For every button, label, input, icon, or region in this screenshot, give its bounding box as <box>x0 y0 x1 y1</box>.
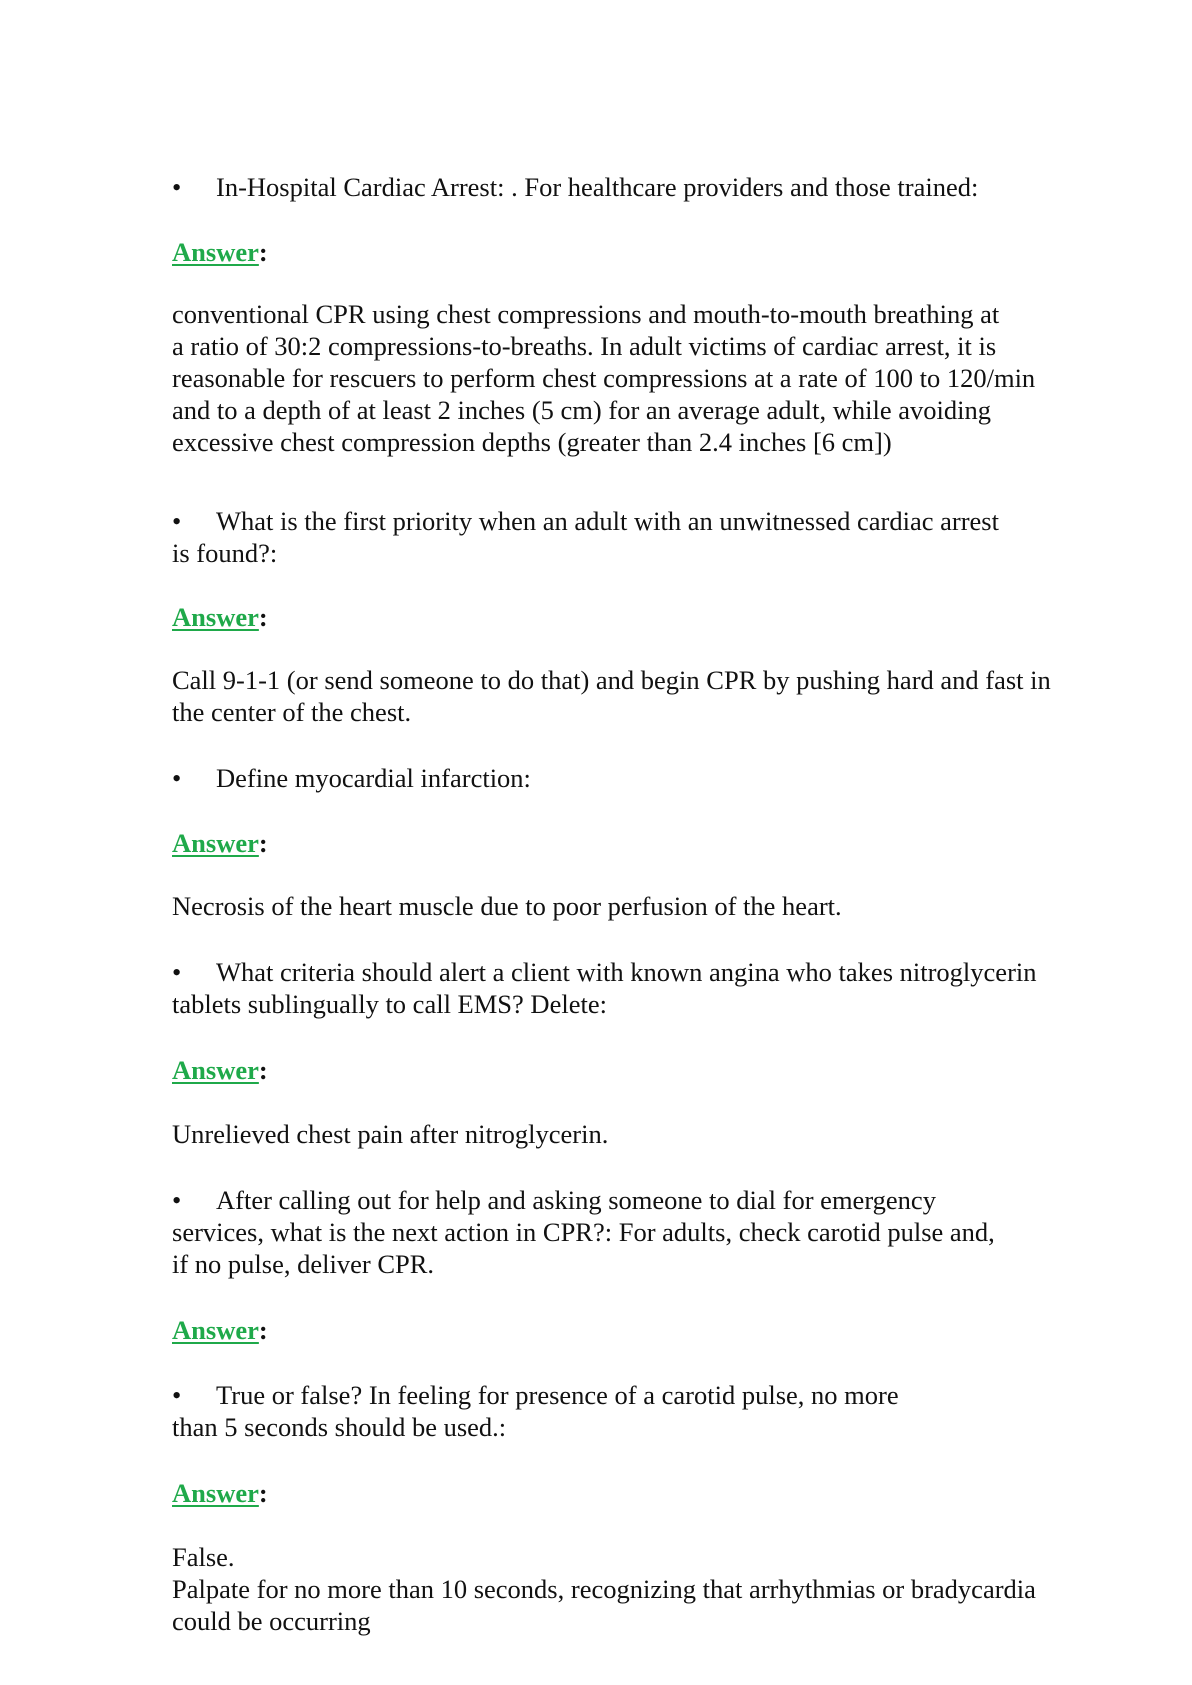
question-line: tablets sublingually to call EMS? Delete: <box>172 989 607 1019</box>
answer-heading: Answer: <box>172 1315 268 1345</box>
answer-text-line: False. <box>172 1542 235 1572</box>
answer-text-line: Necrosis of the heart muscle due to poor perfusion of the heart. <box>172 891 842 921</box>
bullet-icon: • <box>172 957 182 987</box>
bullet-icon: • <box>172 1185 182 1215</box>
answer-label: Answer <box>172 1478 259 1508</box>
question-line: than 5 seconds should be used.: <box>172 1412 507 1442</box>
answer-heading: Answer: <box>172 828 268 858</box>
question-line: • True or false? In feeling for presence of a carotid pulse, no more <box>172 1380 899 1410</box>
bullet-icon: • <box>172 172 182 202</box>
question-line: • What is the first priority when an adult with an unwitnessed cardiac arrest <box>172 506 999 536</box>
answer-text-line: reasonable for rescuers to perform chest compressions at a rate of 100 to 120/min <box>172 363 1036 393</box>
answer-heading: Answer: <box>172 602 268 632</box>
answer-label: Answer <box>172 237 259 267</box>
question-line: • Define myocardial infarction: <box>172 763 531 793</box>
answer-label: Answer <box>172 602 259 632</box>
answer-text-line: could be occurring <box>172 1606 371 1636</box>
question-line: • In-Hospital Cardiac Arrest: . For healthcare providers and those trained: <box>172 172 979 202</box>
question-line: services, what is the next action in CPR?: For adults, check carotid pulse and, <box>172 1217 995 1247</box>
question-line: • After calling out for help and asking someone to dial for emergency <box>172 1185 936 1215</box>
answer-text-line: and to a depth of at least 2 inches (5 cm) for an average adult, while avoiding <box>172 395 992 425</box>
question-line: • What criteria should alert a client with known angina who takes nitroglycerin <box>172 957 1037 987</box>
answer-text-line: Palpate for no more than 10 seconds, recognizing that arrhythmias or bradycardia <box>172 1574 1036 1604</box>
answer-heading: Answer: <box>172 1478 268 1508</box>
answer-heading: Answer: <box>172 237 268 267</box>
bullet-icon: • <box>172 1380 182 1410</box>
answer-label: Answer <box>172 1055 259 1085</box>
answer-text-line: conventional CPR using chest compressions and mouth-to-mouth breathing at <box>172 299 1000 329</box>
answer-text-line: the center of the chest. <box>172 697 412 727</box>
answer-text-line: Call 9-1-1 (or send someone to do that) and begin CPR by pushing hard and fast in <box>172 665 1051 695</box>
answer-text-line: a ratio of 30:2 compressions-to-breaths. In adult victims of cardiac arrest, it is <box>172 331 997 361</box>
bullet-icon: • <box>172 763 182 793</box>
answer-label: Answer <box>172 828 259 858</box>
question-line: is found?: <box>172 538 278 568</box>
question-line: if no pulse, deliver CPR. <box>172 1249 435 1279</box>
answer-heading: Answer: <box>172 1055 268 1085</box>
answer-text-line: excessive chest compression depths (greater than 2.4 inches [6 cm]) <box>172 427 892 457</box>
answer-text-line: Unrelieved chest pain after nitroglycerin. <box>172 1119 609 1149</box>
bullet-icon: • <box>172 506 182 536</box>
answer-label: Answer <box>172 1315 259 1345</box>
